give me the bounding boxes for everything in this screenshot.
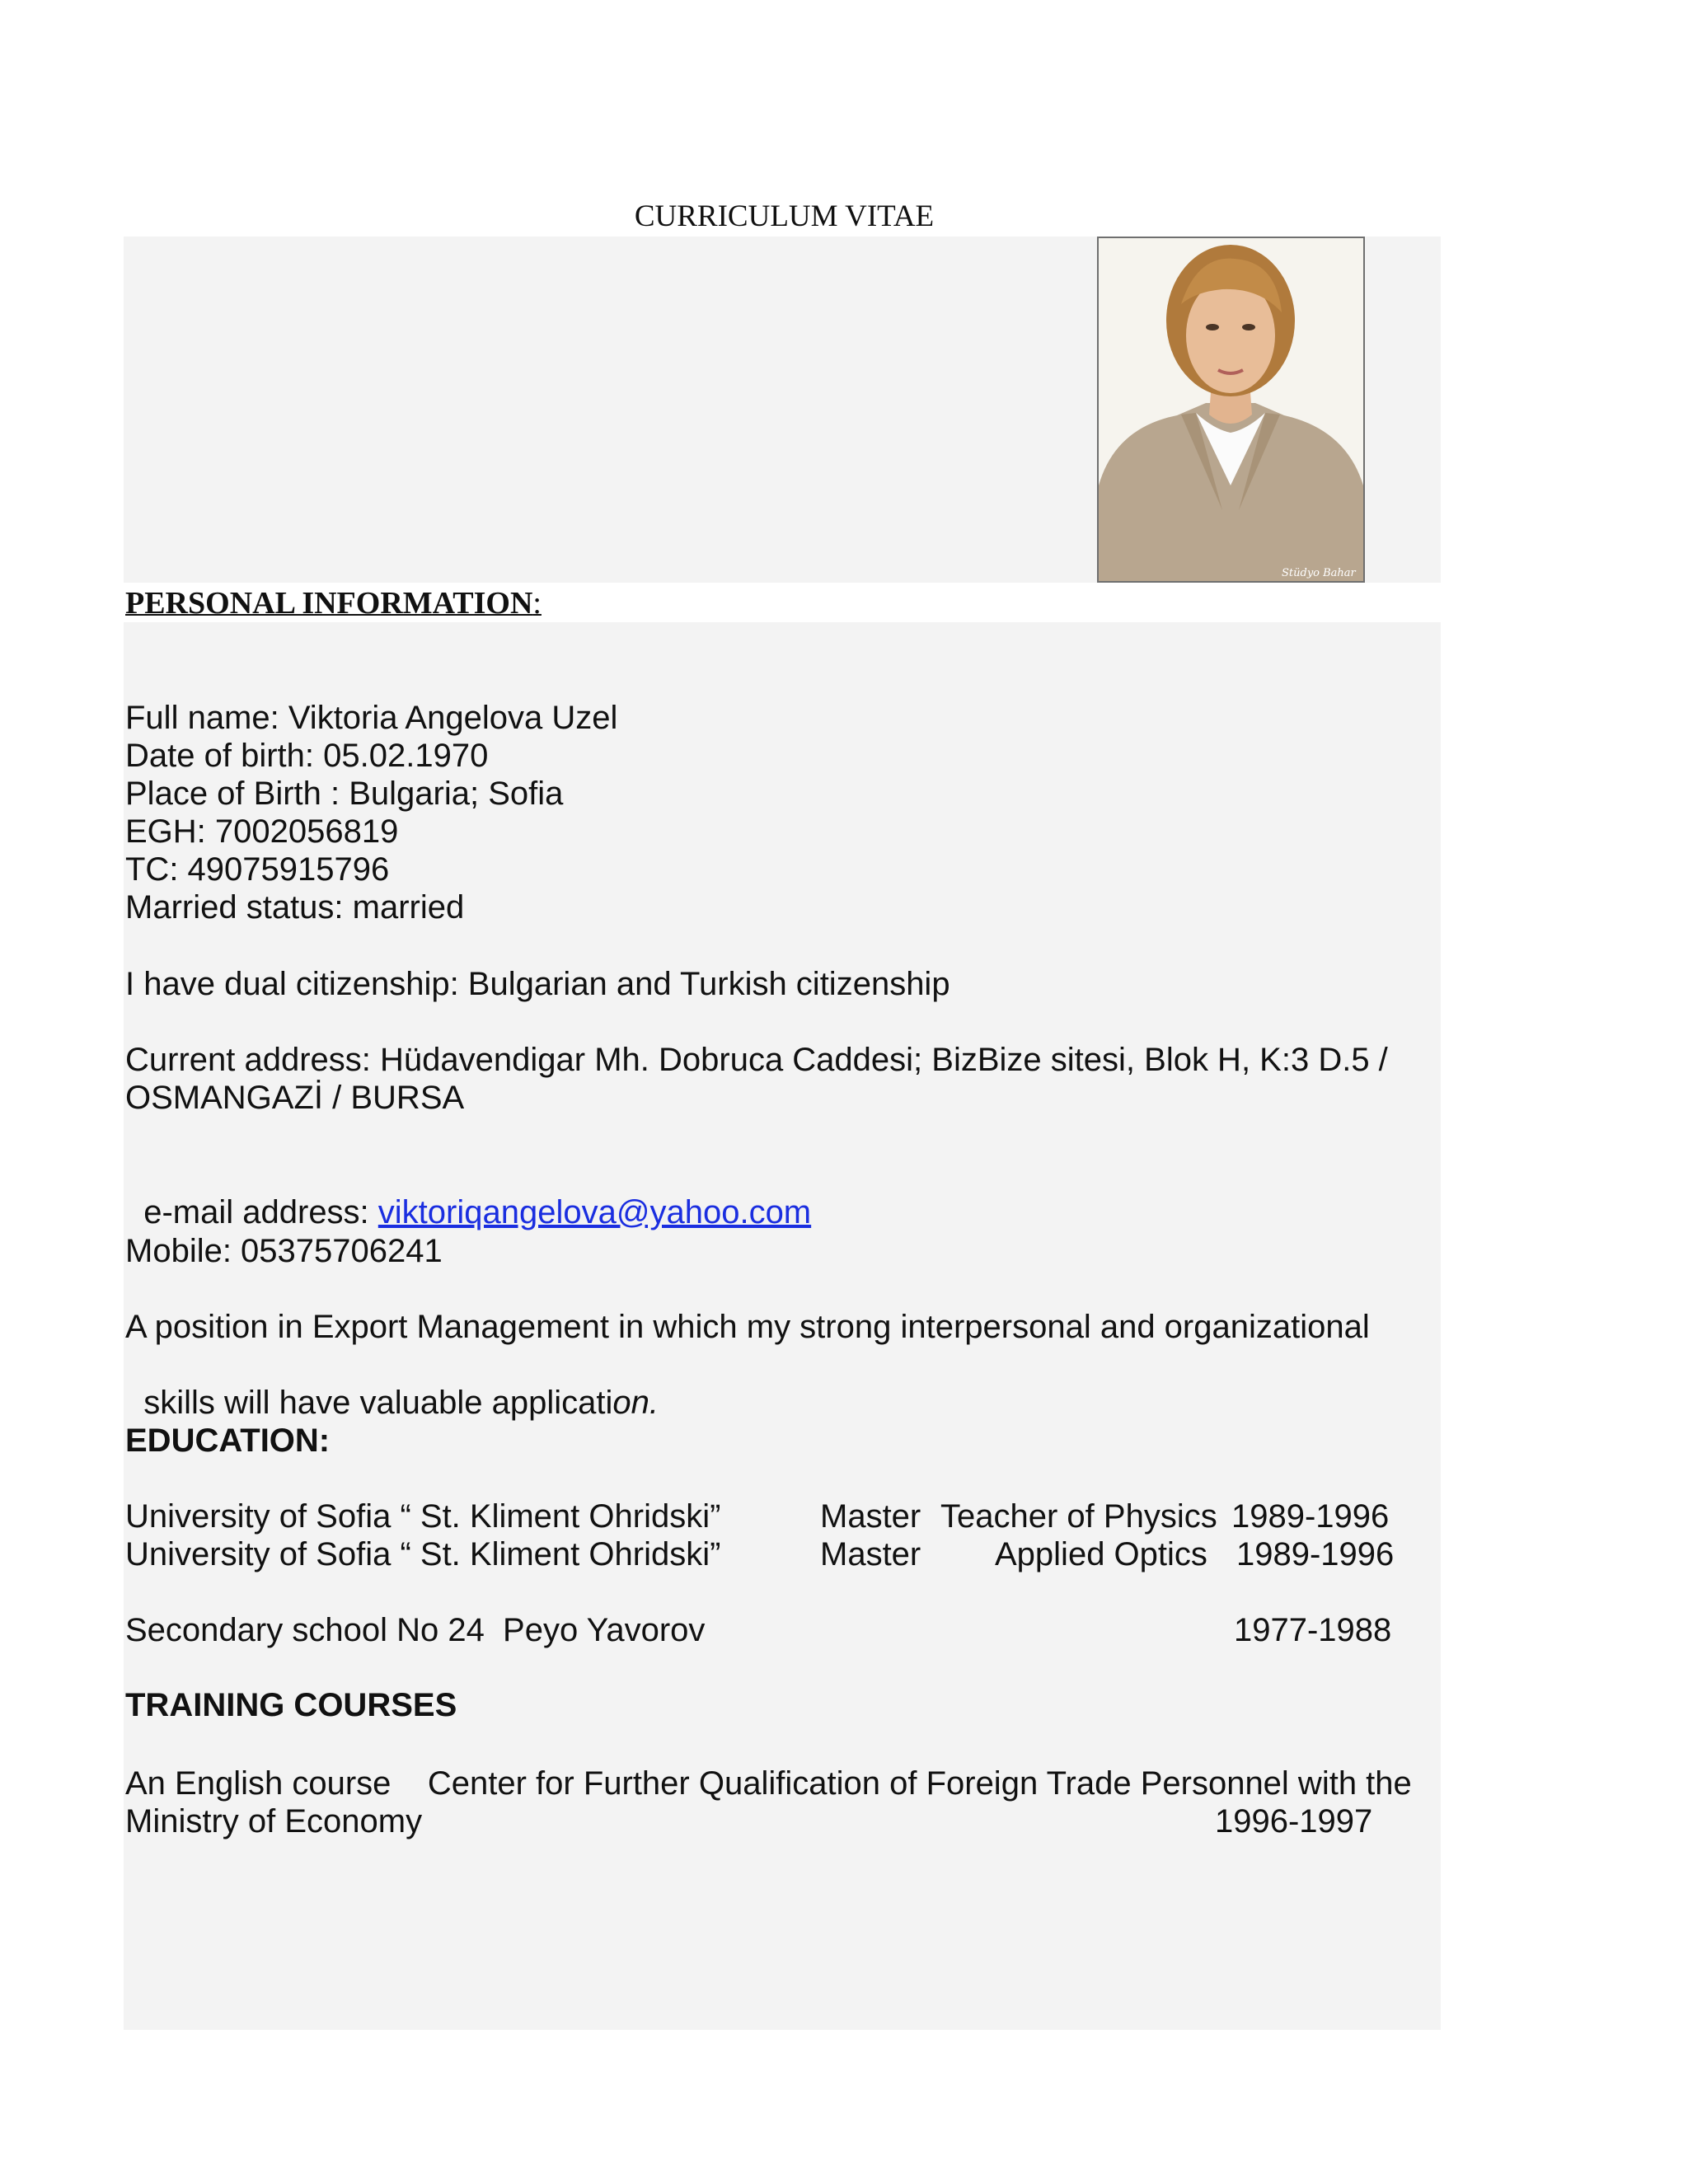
secondary-school: Secondary school No 24 Peyo Yavorov bbox=[125, 1612, 706, 1648]
address-line-2: OSMANGAZİ / BURSA bbox=[125, 1080, 465, 1116]
mobile: Mobile: 05375706241 bbox=[125, 1233, 443, 1269]
email-row bbox=[125, 1155, 811, 1231]
objective-line-2-text: skills will have valuable applicati bbox=[143, 1385, 613, 1421]
place-of-birth: Place of Birth : Bulgaria; Sofia bbox=[125, 776, 564, 812]
personal-info-heading-colon: : bbox=[532, 586, 542, 621]
tc-number: TC: 49075915796 bbox=[125, 851, 390, 888]
education-row-1-institution: University of Sofia “ St. Kliment Ohridski” bbox=[125, 1498, 721, 1535]
personal-info-heading bbox=[125, 585, 542, 621]
training-course-line-2: Ministry of Economy bbox=[125, 1803, 423, 1840]
address-line-1: Current address: Hüdavendigar Mh. Dobruca Caddesi; BizBize sitesi, Blok H, K:3 D.5 / bbox=[125, 1042, 1388, 1078]
egh-number: EGH: 7002056819 bbox=[125, 813, 399, 850]
education-row-1-degree: Master bbox=[820, 1498, 921, 1535]
objective-line-2 bbox=[125, 1346, 659, 1422]
personal-info-heading-text: PERSONAL INFORMATION bbox=[125, 586, 533, 621]
education-row-1-years: 1989-1996 bbox=[1231, 1498, 1390, 1535]
document-title: CURRICULUM VITAE bbox=[634, 199, 935, 233]
email-label: e-mail address: bbox=[143, 1194, 378, 1230]
education-heading: EDUCATION: bbox=[125, 1422, 331, 1459]
training-course-years: 1996-1997 bbox=[1215, 1803, 1373, 1840]
secondary-school-years: 1977-1988 bbox=[1234, 1612, 1392, 1648]
education-row-2-degree: Master bbox=[820, 1536, 921, 1572]
portrait-photo bbox=[1097, 237, 1365, 583]
email-link[interactable]: viktoriqangelova@yahoo.com bbox=[377, 1194, 812, 1230]
objective-line-1: A position in Export Management in which my strong interpersonal and organizational bbox=[125, 1309, 1370, 1345]
objective-line-2-italic: on. bbox=[612, 1385, 659, 1421]
photo-studio-mark: Stüdyo Bahar bbox=[1282, 567, 1356, 579]
training-course-line-1: An English course Center for Further Qualification of Foreign Trade Personnel with the bbox=[125, 1765, 1412, 1802]
training-heading: TRAINING COURSES bbox=[125, 1687, 457, 1723]
education-row-2-field: Applied Optics bbox=[995, 1536, 1207, 1572]
full-name: Full name: Viktoria Angelova Uzel bbox=[125, 700, 618, 736]
education-row-1-field: Teacher of Physics bbox=[940, 1498, 1217, 1535]
married-status: Married status: married bbox=[125, 889, 465, 926]
date-of-birth: Date of birth: 05.02.1970 bbox=[125, 738, 489, 774]
education-row-2-years: 1989-1996 bbox=[1236, 1536, 1395, 1572]
education-row-2-institution: University of Sofia “ St. Kliment Ohridski” bbox=[125, 1536, 721, 1572]
citizenship: I have dual citizenship: Bulgarian and Turkish citizenship bbox=[125, 966, 950, 1002]
